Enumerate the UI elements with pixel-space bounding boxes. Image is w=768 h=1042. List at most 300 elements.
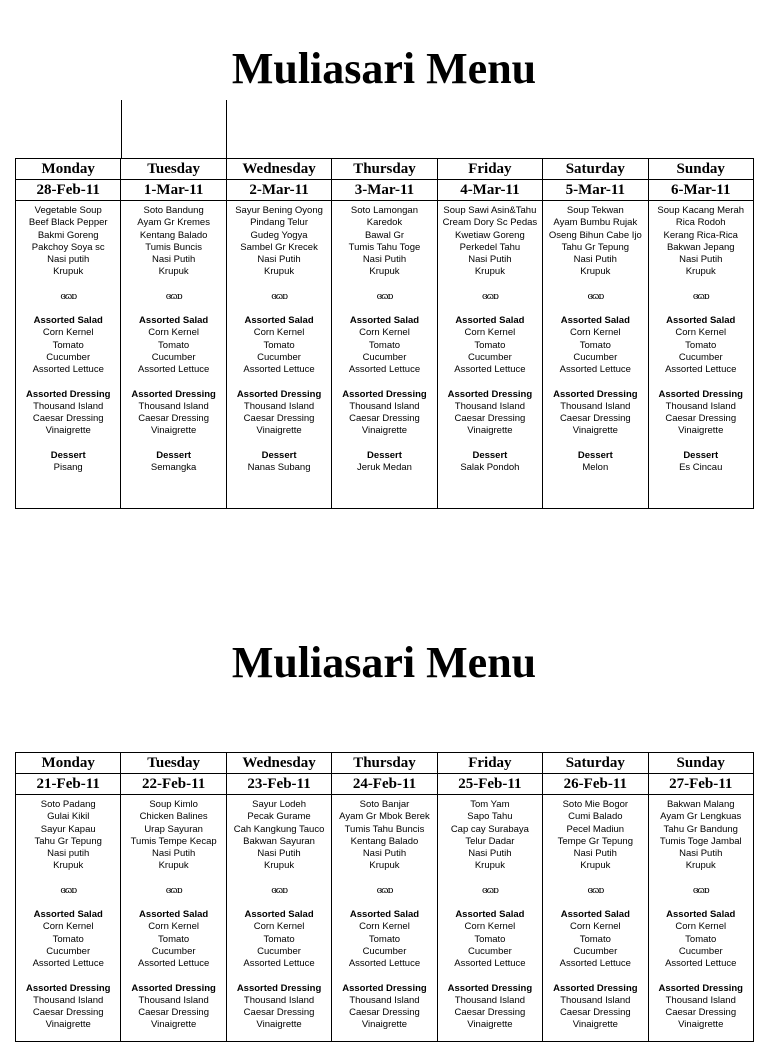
spacer <box>332 279 436 291</box>
day-date: 5-Mar-11 <box>543 180 648 201</box>
spacer <box>649 303 753 315</box>
dish-item: Gulai Kikil <box>47 811 90 823</box>
spacer <box>543 438 647 450</box>
dish-item: Nasi Putih <box>573 848 617 860</box>
day-name: Thursday <box>332 159 437 180</box>
spacer <box>227 438 331 450</box>
dessert-item: Salak Pondoh <box>460 462 520 474</box>
dressing-item: Vinaigrette <box>572 1019 618 1031</box>
salad-item: Assorted Lettuce <box>137 364 210 376</box>
day-name: Saturday <box>543 159 648 180</box>
dish-item: Urap Sayuran <box>144 823 203 835</box>
spacer <box>438 897 542 909</box>
dressing-item: Thousand Island <box>454 400 526 412</box>
salad-item: Corn Kernel <box>464 921 516 933</box>
dish-item: Kerang Rica-Rica <box>663 229 738 241</box>
ornament-divider: ɞɷɒ <box>165 291 182 302</box>
dressing-item: Caesar Dressing <box>349 1007 420 1019</box>
menu-title-2: Muliasari Menu <box>231 638 537 687</box>
dressing-item: Caesar Dressing <box>349 413 420 425</box>
day-name: Thursday <box>332 753 437 774</box>
dish-item: Kentang Balado <box>350 835 419 847</box>
dish-item: Tumis Buncis <box>145 241 202 253</box>
dressing-item: Vinaigrette <box>256 1019 302 1031</box>
spacer <box>332 377 436 389</box>
salad-item: Cucumber <box>467 351 512 363</box>
dish-item: Soto Banjar <box>359 799 410 810</box>
dish-item: Krupuk <box>264 860 295 872</box>
dressing-item: Vinaigrette <box>467 425 513 437</box>
dessert-item: Semangka <box>150 462 197 474</box>
day-menu-cell <box>648 795 753 1042</box>
salad-item: Cucumber <box>678 351 723 363</box>
salad-item: Assorted Lettuce <box>32 958 104 970</box>
dressing-item: Thousand Island <box>349 400 420 412</box>
spacer <box>332 303 436 315</box>
dish-item: Soto Padang <box>40 799 96 810</box>
spacer <box>543 873 647 885</box>
divider-line <box>226 100 227 158</box>
dish-item: Nasi putih <box>47 848 90 860</box>
salad-heading: Assorted Salad <box>560 315 630 327</box>
dish-item: Bawal Gr <box>364 229 405 241</box>
salad-item: Tomato <box>474 339 506 351</box>
dish-item: Bakwan Sayuran <box>243 835 315 847</box>
dish-item: Krupuk <box>369 266 400 278</box>
dish-item: Nasi Putih <box>257 848 301 860</box>
salad-item: Cucumber <box>573 945 618 957</box>
dressing-item: Vinaigrette <box>45 1019 91 1031</box>
dessert-heading: Dessert <box>472 449 508 461</box>
salad-item: Assorted Lettuce <box>559 364 631 376</box>
day-date: 26-Feb-11 <box>543 774 648 795</box>
ornament-divider: ɞɷɒ <box>60 291 77 302</box>
dish-item: Soto Mie Bogor <box>562 799 629 810</box>
dressing-item: Thousand Island <box>33 994 104 1006</box>
dressing-heading: Assorted Dressing <box>447 982 533 994</box>
dressing-item: Caesar Dressing <box>665 413 737 425</box>
dish-item: Bakwan Malang <box>666 799 735 810</box>
dressing-heading: Assorted Dressing <box>342 388 427 400</box>
dish-item: Cream Dory Sc Pedas <box>442 217 538 229</box>
dish-item: Pindang Telur <box>250 217 309 229</box>
dish-item: Nasi Putih <box>679 848 723 860</box>
spacer <box>121 897 225 909</box>
menu-table-2 <box>15 752 754 1042</box>
divider-line <box>121 100 122 158</box>
salad-item: Tomato <box>368 339 401 351</box>
dressing-item: Thousand Island <box>138 400 209 412</box>
dish-item: Cumi Balado <box>568 811 623 823</box>
salad-item: Tomato <box>263 933 295 945</box>
day-name: Saturday <box>543 753 648 774</box>
salad-item: Assorted Lettuce <box>559 958 631 970</box>
salad-item: Cucumber <box>362 351 407 363</box>
dessert-heading: Dessert <box>261 449 297 461</box>
salad-item: Assorted Lettuce <box>665 958 737 970</box>
salad-item: Cucumber <box>573 351 618 363</box>
spacer <box>121 873 225 885</box>
dessert-item: Melon <box>582 462 609 474</box>
menu-body-row <box>16 201 754 509</box>
date-header-row <box>16 774 754 795</box>
dressing-item: Caesar Dressing <box>243 1007 315 1019</box>
salad-item: Cucumber <box>467 945 512 957</box>
day-menu-cell <box>121 795 226 1042</box>
dish-item: Sayur Kapau <box>40 823 96 835</box>
dressing-item: Thousand Island <box>243 994 315 1006</box>
day-name: Monday <box>16 159 121 180</box>
spacer <box>16 873 120 885</box>
dish-item: Sambel Gr Krecek <box>240 241 318 253</box>
dish-item: Soup Kacang Merah <box>657 205 745 216</box>
salad-item: Assorted Lettuce <box>243 958 315 970</box>
day-name: Friday <box>437 159 542 180</box>
day-date: 27-Feb-11 <box>648 774 753 795</box>
dressing-heading: Assorted Dressing <box>658 982 743 994</box>
menu-body-row <box>16 795 754 1042</box>
spacer <box>543 971 647 983</box>
salad-item: Cucumber <box>46 945 91 957</box>
dish-item: Soto Lamongan <box>350 205 419 216</box>
spacer <box>438 971 542 983</box>
spacer <box>438 377 542 389</box>
dressing-item: Caesar Dressing <box>454 1007 526 1019</box>
day-name: Friday <box>437 753 542 774</box>
dish-item: Tahu Gr Bandung <box>663 823 738 835</box>
day-date: 28-Feb-11 <box>16 180 121 201</box>
dish-item: Ayam Gr Lengkuas <box>660 811 742 823</box>
dressing-item: Vinaigrette <box>151 1019 197 1031</box>
spacer <box>543 377 647 389</box>
dressing-heading: Assorted Dressing <box>131 982 216 994</box>
dish-item: Rica Rodoh <box>675 217 726 229</box>
dish-item: Oseng Bihun Cabe Ijo <box>548 229 642 241</box>
dessert-item: Nanas Subang <box>247 462 311 474</box>
salad-item: Assorted Lettuce <box>243 364 315 376</box>
dressing-item: Vinaigrette <box>467 1019 513 1031</box>
spacer <box>121 438 225 450</box>
spacer <box>16 971 120 983</box>
dessert-heading: Dessert <box>156 449 192 461</box>
salad-item: Tomato <box>685 933 717 945</box>
dressing-item: Caesar Dressing <box>138 1007 209 1019</box>
dish-item: Perkedel Tahu <box>459 241 521 253</box>
dressing-item: Thousand Island <box>560 400 631 412</box>
spacer <box>227 303 331 315</box>
dish-item: Nasi Putih <box>468 848 512 860</box>
salad-item: Cucumber <box>151 351 196 363</box>
salad-item: Assorted Lettuce <box>348 364 421 376</box>
spacer <box>227 897 331 909</box>
day-header-row <box>16 159 754 180</box>
salad-heading: Assorted Salad <box>33 909 103 921</box>
salad-item: Cucumber <box>46 351 91 363</box>
spacer <box>16 377 120 389</box>
salad-heading: Assorted Salad <box>244 315 314 327</box>
salad-heading: Assorted Salad <box>33 315 103 327</box>
dressing-heading: Assorted Dressing <box>25 388 111 400</box>
day-menu-cell <box>332 795 437 1042</box>
ornament-divider: ɞɷɒ <box>482 885 498 896</box>
day-date: 4-Mar-11 <box>437 180 542 201</box>
dish-item: Kwetiaw Goreng <box>455 229 525 241</box>
salad-item: Assorted Lettuce <box>665 364 737 376</box>
salad-item: Assorted Lettuce <box>454 364 526 376</box>
dish-item: Nasi Putih <box>362 848 407 860</box>
ornament-divider: ɞɷɒ <box>60 885 77 896</box>
salad-item: Corn Kernel <box>569 327 621 339</box>
salad-item: Cucumber <box>257 351 301 363</box>
salad-item: Cucumber <box>151 945 196 957</box>
dressing-item: Caesar Dressing <box>138 413 209 425</box>
salad-item: Assorted Lettuce <box>137 958 210 970</box>
salad-item: Tomato <box>474 933 506 945</box>
ornament-divider: ɞɷɒ <box>692 291 709 302</box>
ornament-divider: ɞɷɒ <box>482 291 498 302</box>
dish-item: Soup Tekwan <box>566 205 624 216</box>
ornament-divider: ɞɷɒ <box>271 291 287 302</box>
dressing-item: Vinaigrette <box>45 425 91 437</box>
ornament-divider: ɞɷɒ <box>376 291 393 302</box>
dressing-item: Caesar Dressing <box>665 1007 737 1019</box>
dish-item: Cap cay Surabaya <box>450 823 529 835</box>
dessert-heading: Dessert <box>683 449 719 461</box>
salad-item: Assorted Lettuce <box>348 958 421 970</box>
day-menu-cell <box>16 795 121 1042</box>
salad-item: Corn Kernel <box>148 921 199 933</box>
dish-item: Krupuk <box>580 860 611 872</box>
dish-item: Nasi putih <box>47 254 90 266</box>
spacer <box>16 897 120 909</box>
dressing-item: Thousand Island <box>560 994 631 1006</box>
salad-item: Tomato <box>263 339 295 351</box>
salad-heading: Assorted Salad <box>455 909 525 921</box>
dish-item: Sayur Lodeh <box>252 799 306 810</box>
day-name: Sunday <box>648 753 753 774</box>
dish-item: Krupuk <box>369 860 400 872</box>
dressing-item: Thousand Island <box>243 400 315 412</box>
salad-item: Corn Kernel <box>42 327 94 339</box>
dish-item: Pecak Gurame <box>247 811 311 823</box>
dish-item: Krupuk <box>264 266 295 278</box>
spacer <box>649 873 753 885</box>
spacer <box>121 279 225 291</box>
day-menu-cell <box>543 201 648 509</box>
spacer <box>16 279 120 291</box>
spacer <box>227 971 331 983</box>
dish-item: Karedok <box>366 217 403 229</box>
day-date: 22-Feb-11 <box>121 774 226 795</box>
day-header-row <box>16 753 754 774</box>
dressing-item: Thousand Island <box>138 994 209 1006</box>
spacer <box>332 873 436 885</box>
salad-item: Corn Kernel <box>359 921 410 933</box>
dressing-item: Vinaigrette <box>678 425 724 437</box>
dressing-item: Caesar Dressing <box>559 1007 631 1019</box>
spacer <box>543 279 647 291</box>
spacer <box>649 897 753 909</box>
dish-item: Kentang Balado <box>139 229 208 241</box>
dessert-heading: Dessert <box>367 449 402 461</box>
salad-heading: Assorted Salad <box>349 315 420 327</box>
dish-item: Krupuk <box>158 860 189 872</box>
dressing-heading: Assorted Dressing <box>553 982 638 994</box>
dish-item: Tumis Toge Jambal <box>659 835 742 847</box>
salad-item: Cucumber <box>257 945 301 957</box>
dressing-heading: Assorted Dressing <box>131 388 216 400</box>
salad-item: Assorted Lettuce <box>32 364 104 376</box>
dressing-heading: Assorted Dressing <box>342 982 427 994</box>
day-menu-cell <box>332 201 437 509</box>
dish-item: Pecel Madiun <box>566 823 625 835</box>
salad-heading: Assorted Salad <box>139 909 209 921</box>
dish-item: Soup Kimlo <box>149 799 198 810</box>
day-menu-cell <box>16 201 121 509</box>
salad-item: Tomato <box>579 339 611 351</box>
dish-item: Krupuk <box>53 860 84 872</box>
ornament-divider: ɞɷɒ <box>271 885 287 896</box>
dish-item: Tumis Tahu Toge <box>348 241 421 253</box>
day-menu-cell <box>543 795 648 1042</box>
day-menu-cell <box>226 795 331 1042</box>
dressing-heading: Assorted Dressing <box>25 982 111 994</box>
salad-item: Tomato <box>579 933 611 945</box>
spacer <box>121 377 225 389</box>
dish-item: Nasi Putih <box>151 254 196 266</box>
dish-item: Tahu Gr Tepung <box>34 835 102 847</box>
dish-item: Nasi Putih <box>679 254 723 266</box>
dish-item: Telur Dadar <box>465 835 515 847</box>
spacer <box>16 438 120 450</box>
salad-item: Tomato <box>368 933 401 945</box>
dish-item: Cah Kangkung Tauco <box>233 823 325 835</box>
dish-item: Krupuk <box>580 266 611 278</box>
dressing-item: Thousand Island <box>33 400 104 412</box>
dressing-item: Thousand Island <box>454 994 526 1006</box>
dressing-item: Vinaigrette <box>151 425 197 437</box>
dish-item: Chicken Balines <box>139 811 208 823</box>
dressing-item: Caesar Dressing <box>32 1007 104 1019</box>
spacer <box>649 279 753 291</box>
spacer <box>543 897 647 909</box>
salad-item: Cucumber <box>362 945 407 957</box>
day-menu-cell <box>437 201 542 509</box>
salad-item: Corn Kernel <box>569 921 621 933</box>
dressing-heading: Assorted Dressing <box>447 388 533 400</box>
day-date: 1-Mar-11 <box>121 180 226 201</box>
day-date: 3-Mar-11 <box>332 180 437 201</box>
dish-item: Nasi Putih <box>468 254 512 266</box>
salad-item: Corn Kernel <box>464 327 516 339</box>
dressing-item: Thousand Island <box>665 400 736 412</box>
dish-item: Ayam Bumbu Rujak <box>553 217 638 229</box>
spacer <box>543 303 647 315</box>
dressing-item: Caesar Dressing <box>243 413 315 425</box>
salad-item: Corn Kernel <box>675 921 727 933</box>
dish-item: Bakwan Jepang <box>666 241 735 253</box>
salad-heading: Assorted Salad <box>666 909 736 921</box>
salad-item: Assorted Lettuce <box>454 958 526 970</box>
dish-item: Tumis Tempe Kecap <box>130 835 217 847</box>
dish-item: Soup Sawi Asin&Tahu <box>443 205 537 216</box>
dish-item: Vegetable Soup <box>34 205 102 216</box>
dressing-item: Thousand Island <box>665 994 736 1006</box>
day-name: Monday <box>16 753 121 774</box>
dressing-item: Vinaigrette <box>678 1019 724 1031</box>
salad-heading: Assorted Salad <box>560 909 630 921</box>
salad-item: Corn Kernel <box>253 327 305 339</box>
dressing-item: Caesar Dressing <box>32 413 104 425</box>
dessert-heading: Dessert <box>577 449 613 461</box>
spacer <box>438 303 542 315</box>
salad-item: Cucumber <box>678 945 723 957</box>
day-menu-cell <box>648 201 753 509</box>
dish-item: Ayam Gr Kremes <box>137 217 210 229</box>
spacer <box>121 303 225 315</box>
spacer <box>649 971 753 983</box>
dressing-item: Vinaigrette <box>361 425 408 437</box>
spacer <box>227 873 331 885</box>
ornament-divider: ɞɷɒ <box>692 885 709 896</box>
dressing-item: Vinaigrette <box>256 425 302 437</box>
date-header-row <box>16 180 754 201</box>
day-name: Tuesday <box>121 159 226 180</box>
salad-heading: Assorted Salad <box>244 909 314 921</box>
dish-item: Krupuk <box>685 860 716 872</box>
salad-item: Tomato <box>685 339 717 351</box>
dish-item: Tahu Gr Tepung <box>561 241 630 253</box>
dessert-item: Pisang <box>53 462 83 474</box>
salad-heading: Assorted Salad <box>666 315 736 327</box>
dessert-item: Es Cincau <box>679 462 723 474</box>
dressing-item: Thousand Island <box>349 994 420 1006</box>
dish-item: Sapo Tahu <box>467 811 513 823</box>
salad-item: Corn Kernel <box>148 327 199 339</box>
dish-item: Krupuk <box>53 266 84 278</box>
menu-table-1 <box>15 158 754 509</box>
day-date: 23-Feb-11 <box>226 774 331 795</box>
day-date: 6-Mar-11 <box>648 180 753 201</box>
dressing-item: Caesar Dressing <box>559 413 631 425</box>
day-date: 21-Feb-11 <box>16 774 121 795</box>
dish-item: Tumis Tahu Buncis <box>344 823 425 835</box>
dish-item: Krupuk <box>685 266 716 278</box>
dish-item: Ayam Gr Mbok Berek <box>339 811 430 823</box>
spacer <box>16 303 120 315</box>
spacer <box>649 438 753 450</box>
salad-heading: Assorted Salad <box>139 315 209 327</box>
dressing-heading: Assorted Dressing <box>236 982 322 994</box>
salad-heading: Assorted Salad <box>349 909 420 921</box>
day-menu-cell <box>121 201 226 509</box>
salad-item: Corn Kernel <box>253 921 305 933</box>
spacer <box>121 971 225 983</box>
salad-item: Corn Kernel <box>675 327 727 339</box>
dressing-item: Vinaigrette <box>572 425 618 437</box>
dish-item: Nasi Putih <box>362 254 407 266</box>
spacer <box>332 971 436 983</box>
spacer <box>332 897 436 909</box>
spacer <box>438 873 542 885</box>
dessert-item: Jeruk Medan <box>357 462 412 474</box>
dish-item: Pakchoy Soya sc <box>31 241 105 253</box>
dish-item: Krupuk <box>474 266 505 278</box>
day-date: 2-Mar-11 <box>226 180 331 201</box>
dish-item: Tom Yam <box>470 799 510 810</box>
dressing-heading: Assorted Dressing <box>236 388 322 400</box>
dish-item: Soto Bandung <box>143 205 204 216</box>
